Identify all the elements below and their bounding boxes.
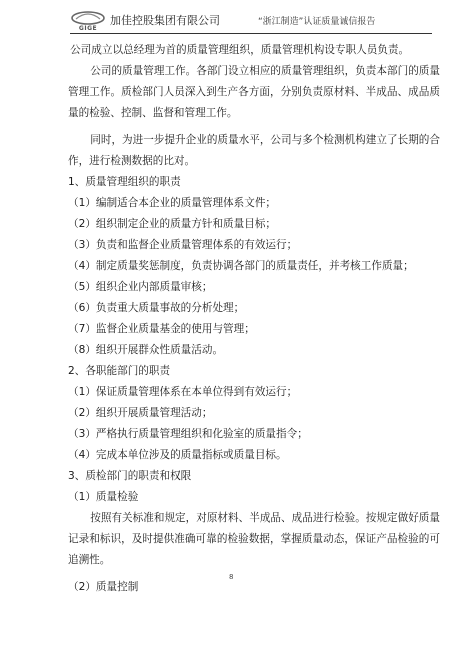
company-logo	[70, 10, 106, 32]
list-item: （5）组织企业内部质量审核；	[68, 281, 213, 293]
list-item: （1）保证质量管理体系在本单位得到有效运行；	[68, 386, 298, 398]
section-heading-1: 1、质量管理组织的职责	[68, 176, 181, 188]
paragraph-1: 公司成立以总经理为首的质量管理组织，质量管理机构设专职人员负责。	[70, 44, 410, 56]
list-item: （3）严格执行质量管理组织和化验室的质量指令；	[68, 428, 308, 440]
page-header	[70, 8, 420, 34]
list-item: （8）组织开展群众性质量活动。	[68, 344, 224, 356]
list-item: （7）监督企业质量基金的使用与管理；	[68, 323, 255, 335]
subsection-label: （1）质量检验	[68, 491, 139, 503]
section-heading-3: 3、质检部门的职责和权限	[68, 470, 192, 482]
list-item: （2）组织制定企业的质量方针和质量目标；	[68, 218, 277, 230]
header-rule	[70, 33, 432, 34]
list-item: （4）完成本单位涉及的质量指标或质量目标。	[68, 449, 287, 461]
document-body	[68, 40, 440, 598]
list-item: （4）制定质量奖惩制度，负责协调各部门的质量责任，并考核工作质量；	[68, 260, 414, 272]
company-name: 加佳控股集团有限公司	[110, 14, 220, 27]
list-item: （1）编制适合本企业的质量管理体系文件；	[68, 197, 277, 209]
subsection-label: （2）质量控制	[68, 581, 139, 593]
list-item: （3）负责和监督企业质量管理体系的有效运行；	[68, 239, 298, 251]
section-heading-2: 2、各职能部门的职责	[68, 365, 171, 377]
subsection-paragraph: 按照有关标准和规定，对原材料、半成品、成品进行检验。按规定做好质量记录和标识，及时提供准确可靠的检验数据，掌握质量动态，保证产品检验的可追溯性。	[68, 512, 440, 566]
list-item: （2）组织开展质量管理活动；	[68, 407, 213, 419]
paragraph-3: 同时，为进一步提升企业的质量水平，公司与多个检测机构建立了长期的合作，进行检测数据的比对。	[68, 134, 440, 167]
paragraph-2: 公司的质量管理工作。各部门设立相应的质量管理组织，负责本部门的质量管理工作。质检部门人员深入到生产各方面，分别负责原材料、半成品、成品质量的检验、控制、监督和管理工作。	[68, 65, 440, 119]
report-title: “浙江制造”认证质量诚信报告	[258, 17, 376, 27]
page-number: 8	[229, 573, 234, 581]
list-item: （6）负责重大质量事故的分析处理；	[68, 302, 245, 314]
logo-text: GIGE	[78, 25, 98, 32]
